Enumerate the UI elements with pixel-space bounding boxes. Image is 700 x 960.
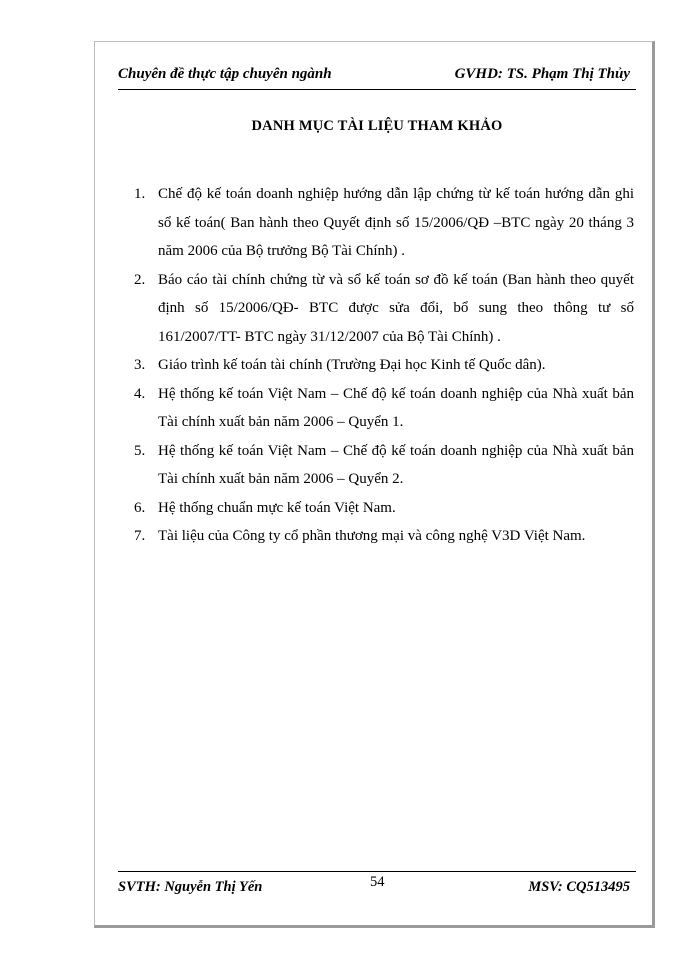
header-topic: Chuyên đề thực tập chuyên ngành [118, 66, 332, 82]
reference-item [134, 266, 634, 352]
footer-student-id: MSV: CQ513495 [528, 879, 630, 895]
header-advisor: GVHD: TS. Phạm Thị Thủy [454, 66, 630, 82]
page-title: DANH MỤC TÀI LIỆU THAM KHẢO [251, 118, 503, 134]
reference-item [134, 437, 634, 494]
reference-number: 2. [134, 271, 146, 288]
reference-item [134, 522, 634, 551]
reference-item [134, 180, 634, 266]
reference-number: 6. [134, 499, 146, 516]
page-number: 54 [370, 874, 385, 890]
reference-text: Hệ thống kế toán Việt Nam – Chế độ kế toán doanh nghiệp của Nhà xuất bản Tài chính xuất bản năm 2006 – Quyển 1. [158, 385, 634, 430]
reference-item [134, 351, 634, 380]
reference-item [134, 494, 634, 523]
reference-number: 5. [134, 442, 146, 459]
reference-text: Báo cáo tài chính chứng từ và sổ kế toán sơ đồ kế toán (Ban hành theo quyết định số 15/2006/QĐ- BTC được sửa đổi, bổ sung theo thông tư số 161/2007/TT- BTC ngày 31/12/2007 của Bộ Tài Chính) . [158, 271, 634, 345]
reference-list [134, 180, 634, 551]
reference-text: Hệ thống chuẩn mực kế toán Việt Nam. [158, 499, 396, 516]
reference-text: Tài liệu của Công ty cổ phần thương mại và công nghệ V3D Việt Nam. [158, 528, 586, 544]
footer-student: SVTH: Nguyễn Thị Yến [118, 879, 263, 895]
reference-text: Giáo trình kế toán tài chính (Trường Đại học Kinh tế Quốc dân). [158, 357, 546, 373]
reference-item [134, 380, 634, 437]
reference-text: Hệ thống kế toán Việt Nam – Chế độ kế toán doanh nghiệp của Nhà xuất bản Tài chính xuất bản năm 2006 – Quyển 2. [158, 442, 634, 487]
reference-number: 1. [134, 186, 146, 202]
reference-number: 3. [134, 357, 146, 373]
page-footer [118, 871, 636, 902]
page-header [118, 63, 636, 90]
reference-number: 4. [134, 385, 146, 402]
reference-text: Chế độ kế toán doanh nghiệp hướng dẫn lập chứng từ kế toán hướng dẫn ghi sổ kế toán( Ban hành theo Quyết định số 15/2006/QĐ –BTC ngày 20 tháng 3 năm 2006 của Bộ trưởng Bộ Tài Chính) . [158, 186, 634, 259]
reference-number: 7. [134, 528, 146, 544]
